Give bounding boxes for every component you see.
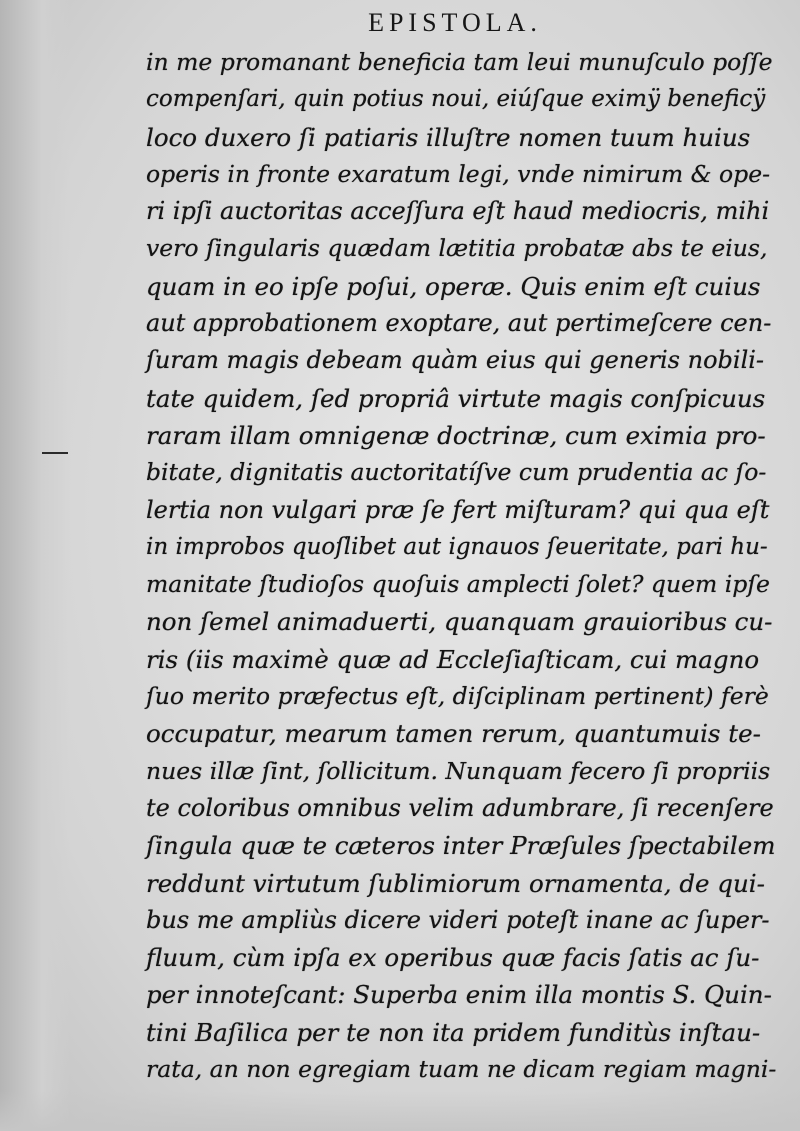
text-line: raram illam omnigenæ doctrinæ, cum eximia pro-	[146, 420, 766, 450]
margin-mark	[42, 452, 68, 454]
text-line: in improbos quoſlibet aut ignauos ſeueritate, pari hu-	[146, 533, 768, 560]
text-line: reddunt virtutum ſublimiorum ornamenta, de qui-	[146, 868, 765, 898]
text-line: ſuo merito præfectus eſt, diſciplinam pertinent) ferè	[146, 682, 769, 711]
text-line: occupatur, mearum tamen rerum, quantumuis te-	[146, 719, 761, 749]
text-line: vero ſingularis quædam lætitia probatæ abs te eius,	[146, 234, 768, 263]
text-line: ri ipſi auctoritas acceſſura eſt haud mediocris, mihi	[146, 197, 770, 226]
text-line: tate quidem, ſed propriâ virtute magis conſpicuus	[146, 383, 766, 413]
text-line: ſuram magis debeam quàm eius qui generis nobili-	[146, 346, 765, 375]
text-line: lertia non vulgari præ ſe fert miſturam? qui qua eſt	[146, 495, 770, 524]
text-line: bitate, dignitatis auctoritatíſve cum prudentia ac ſo-	[146, 458, 767, 487]
text-line: loco duxero ſi patiaris illuſtre nomen tuum huius	[146, 122, 751, 152]
binding-gutter-shadow	[0, 0, 70, 1131]
text-line: ris (iis maximè quæ ad Eccleſiaſticam, cui magno	[146, 644, 760, 674]
text-line: aut approbationem exoptare, aut pertimeſcere cen-	[146, 309, 772, 338]
text-line: nues illæ ſint, ſollicitum. Nunquam fecero ſi propriis	[146, 756, 771, 785]
text-line: bus me ampliùs dicere videri poteſt inane ac ſuper-	[146, 905, 770, 934]
text-line: fluum, cùm ipſa ex operibus quæ facis ſatis ac ſu-	[146, 943, 760, 973]
text-line: per innoteſcant: Superba enim illa montis S. Quin-	[146, 980, 772, 1010]
page-header: EPISTOLA.	[368, 8, 542, 37]
text-line: non ſemel animaduerti, quanquam grauioribus cu-	[146, 607, 773, 637]
text-line: operis in fronte exaratum legi, vnde nimirum & ope-	[146, 159, 771, 188]
text-line: ſingula quæ te cæteros inter Præſules ſpectabilem	[146, 831, 776, 861]
text-line: rata, an non egregiam tuam ne dicam regiam magni-	[146, 1055, 777, 1084]
text-line: quam in eo ipſe poſui, operæ. Quis enim eſt cuius	[146, 271, 761, 301]
text-line: in me promanant beneficia tam leui munuſculo poſſe	[146, 48, 773, 76]
text-body	[146, 44, 776, 1088]
text-line: te coloribus omnibus velim adumbrare, ſi recenſere	[146, 793, 774, 822]
text-line: compenſari, quin potius noui, eiúſque eximÿ beneficÿ	[146, 86, 766, 113]
text-line: tini Baſilica per te non ita pridem funditùs inſtau-	[146, 1017, 761, 1047]
page-bottom-edge	[0, 1091, 800, 1131]
text-line: manitate ſtudioſos quoſuis amplecti ſolet? quem ipſe	[146, 570, 770, 599]
